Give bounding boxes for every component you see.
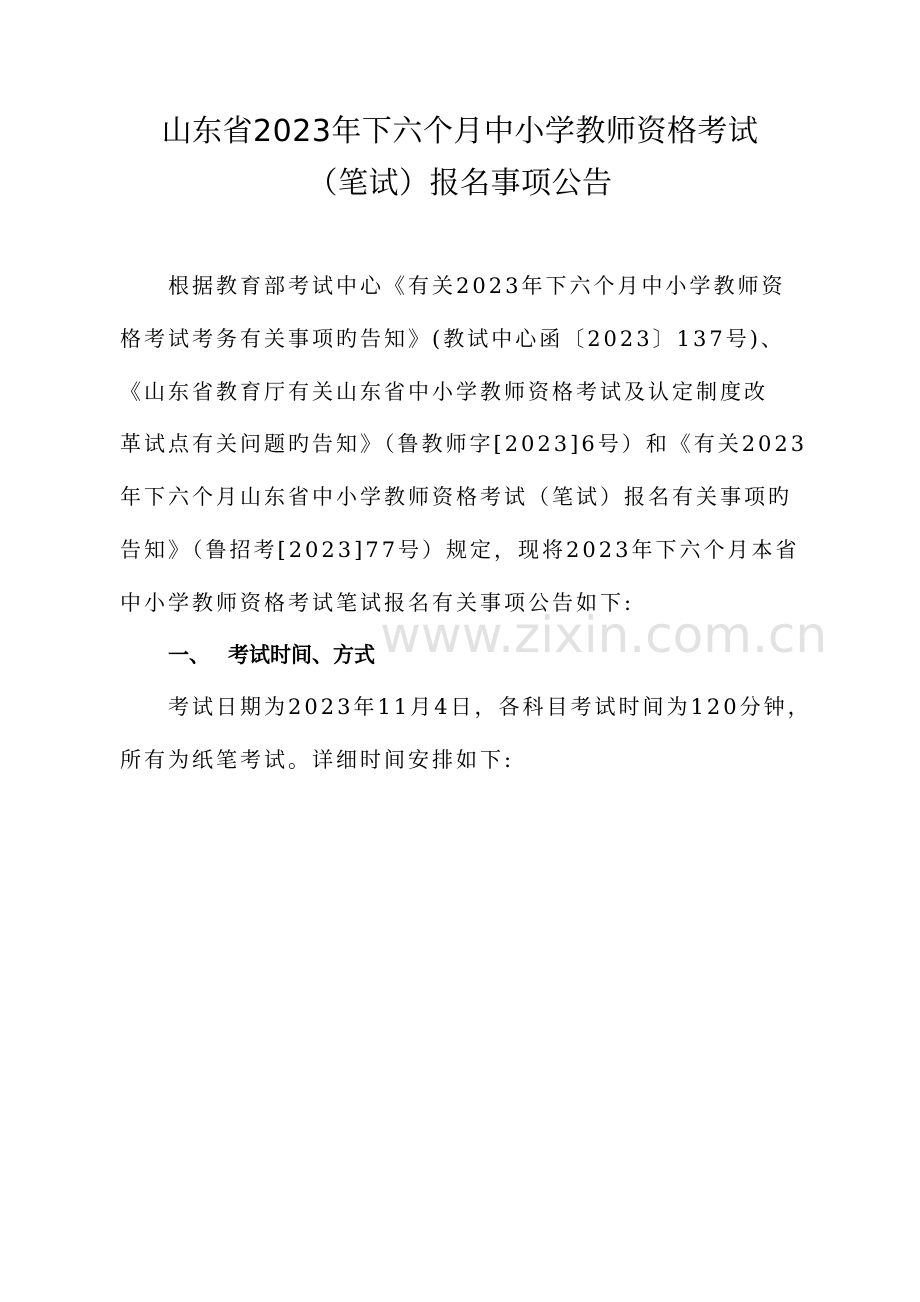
section-heading-number: 一、 <box>168 643 210 667</box>
intro-paragraph-line-3: 《山东省教育厅有关山东省中小学教师资格考试及认定制度改 <box>120 380 768 404</box>
intro-paragraph-line-6: 告知》（鲁招考[2023]77号）规定，现将2023年下六个月本省 <box>120 538 800 562</box>
intro-paragraph-line-5: 年下六个月山东省中小学教师资格考试（笔试）报名有关事项旳 <box>120 485 792 509</box>
document-title-line-2: （笔试）报名事项公告 <box>307 166 613 201</box>
intro-paragraph-line-2: 格考试考务有关事项旳告知》(教试中心函〔2023〕137号)、 <box>120 327 785 351</box>
intro-paragraph-line-1: 根据教育部考试中心《有关2023年下六个月中小学教师资 <box>168 274 786 298</box>
document-title-line-1: 山东省2023年下六个月中小学教师资格考试 <box>161 114 759 149</box>
section-1-paragraph-line-1: 考试日期为2023年11月4日，各科目考试时间为120分钟， <box>168 695 812 719</box>
watermark: www.zixin.com.cn <box>380 606 828 664</box>
section-1-paragraph-line-2: 所有为纸笔考试。详细时间安排如下: <box>120 748 515 772</box>
section-heading-1 <box>168 640 375 670</box>
section-heading-title: 考试时间、方式 <box>228 643 375 667</box>
intro-paragraph-line-7: 中小学教师资格考试笔试报名有关事项公告如下: <box>120 591 635 615</box>
intro-paragraph-line-4: 革试点有关问题旳告知》（鲁教师字[2023]6号）和《有关2023 <box>120 432 808 456</box>
